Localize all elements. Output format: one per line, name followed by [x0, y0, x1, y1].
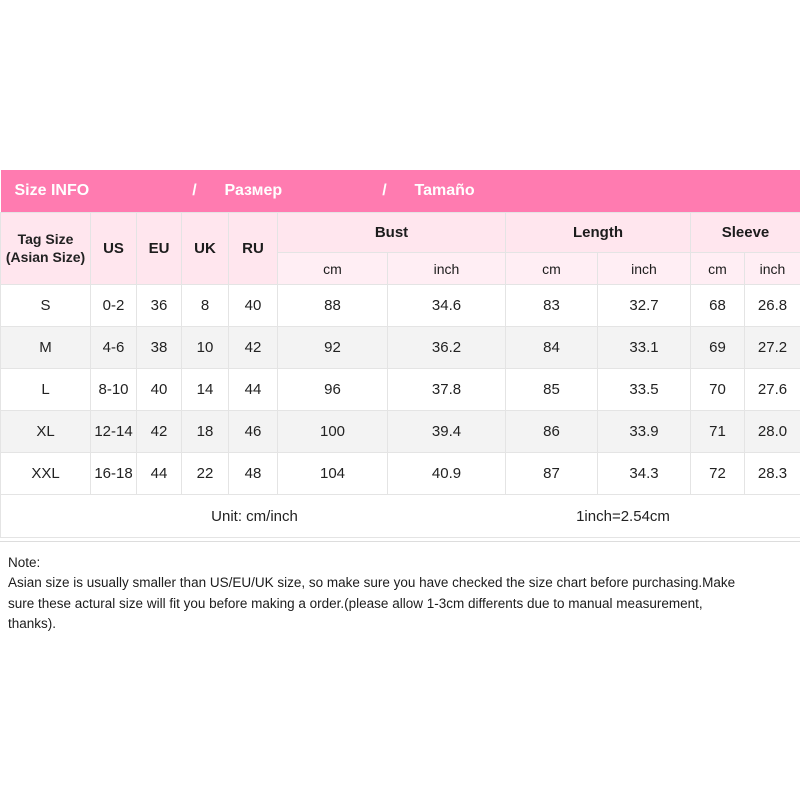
- cell-eu: 36: [137, 285, 182, 327]
- table-row: [1, 369, 800, 411]
- subheader-bust-inch: inch: [388, 253, 506, 285]
- cell-us: 12-14: [91, 411, 137, 453]
- note-body-line-2: sure these actural size will fit you before making a order.(please allow 1-3cm differents due to manual measurement,: [8, 595, 703, 611]
- cell-us: 0-2: [91, 285, 137, 327]
- subheader-length-inch: inch: [598, 253, 691, 285]
- cell-tag-size: XXL: [1, 453, 91, 495]
- cell-uk: 14: [182, 369, 229, 411]
- table-row: [1, 327, 800, 369]
- cell-eu: 40: [137, 369, 182, 411]
- banner-row: [1, 170, 800, 213]
- unit-conversion: 1inch=2.54cm: [576, 507, 670, 525]
- banner-title-es: Tamaño: [414, 182, 475, 199]
- cell-ru: 40: [229, 285, 278, 327]
- note-body-line-1: Asian size is usually smaller than US/EU/UK size, so make sure you have checked the size chart before purchasing.Make: [8, 575, 736, 591]
- cell-sleeve-inch: 28.3: [745, 453, 800, 495]
- note-heading: Note:: [8, 555, 41, 570]
- cell-length-inch: 32.7: [598, 285, 691, 327]
- cell-uk: 10: [182, 327, 229, 369]
- cell-sleeve-cm: 72: [691, 453, 745, 495]
- cell-eu: 42: [137, 411, 182, 453]
- banner-title-ru: Размер: [224, 182, 283, 199]
- note-block: [0, 545, 800, 634]
- size-table: [0, 170, 800, 538]
- cell-eu: 44: [137, 453, 182, 495]
- table-row: [1, 411, 800, 453]
- cell-length-inch: 33.1: [598, 327, 691, 369]
- cell-bust-cm: 104: [278, 453, 388, 495]
- subheader-sleeve-cm: cm: [691, 253, 745, 285]
- subheader-sleeve-inch: inch: [745, 253, 800, 285]
- cell-bust-inch: 36.2: [388, 327, 506, 369]
- cell-sleeve-inch: 26.8: [745, 285, 800, 327]
- header-bust: Bust: [278, 213, 506, 253]
- header-eu: EU: [137, 213, 182, 285]
- cell-length-cm: 84: [506, 327, 598, 369]
- banner-title-en: Size INFO: [14, 182, 90, 199]
- cell-sleeve-inch: 27.2: [745, 327, 800, 369]
- header-tag-size-line2: (Asian Size): [5, 248, 86, 265]
- table-row: [1, 285, 800, 327]
- header-sleeve: Sleeve: [691, 213, 800, 253]
- cell-sleeve-cm: 71: [691, 411, 745, 453]
- cell-tag-size: M: [1, 327, 91, 369]
- cell-bust-inch: 39.4: [388, 411, 506, 453]
- cell-bust-cm: 88: [278, 285, 388, 327]
- cell-sleeve-inch: 27.6: [745, 369, 800, 411]
- cell-ru: 48: [229, 453, 278, 495]
- cell-length-inch: 33.5: [598, 369, 691, 411]
- divider: [0, 541, 800, 542]
- cell-bust-inch: 40.9: [388, 453, 506, 495]
- header-group-row: [1, 213, 800, 253]
- unit-label: Unit: cm/inch: [211, 507, 298, 525]
- cell-length-inch: 33.9: [598, 411, 691, 453]
- subheader-length-cm: cm: [506, 253, 598, 285]
- table-row: [1, 453, 800, 495]
- cell-tag-size: S: [1, 285, 91, 327]
- banner-separator-1: /: [192, 182, 197, 199]
- header-uk: UK: [182, 213, 229, 285]
- header-tag-size-line1: Tag Size: [17, 231, 74, 247]
- cell-ru: 42: [229, 327, 278, 369]
- cell-us: 4-6: [91, 327, 137, 369]
- subheader-bust-cm: cm: [278, 253, 388, 285]
- cell-sleeve-cm: 69: [691, 327, 745, 369]
- cell-ru: 44: [229, 369, 278, 411]
- cell-length-inch: 34.3: [598, 453, 691, 495]
- header-length: Length: [506, 213, 691, 253]
- header-ru: RU: [229, 213, 278, 285]
- unit-row: [1, 495, 800, 538]
- cell-ru: 46: [229, 411, 278, 453]
- cell-sleeve-cm: 70: [691, 369, 745, 411]
- cell-us: 16-18: [91, 453, 137, 495]
- cell-length-cm: 85: [506, 369, 598, 411]
- cell-us: 8-10: [91, 369, 137, 411]
- header-us: US: [91, 213, 137, 285]
- cell-bust-inch: 34.6: [388, 285, 506, 327]
- cell-tag-size: L: [1, 369, 91, 411]
- cell-bust-cm: 92: [278, 327, 388, 369]
- cell-bust-inch: 37.8: [388, 369, 506, 411]
- cell-tag-size: XL: [1, 411, 91, 453]
- cell-length-cm: 87: [506, 453, 598, 495]
- cell-eu: 38: [137, 327, 182, 369]
- cell-bust-cm: 96: [278, 369, 388, 411]
- cell-length-cm: 83: [506, 285, 598, 327]
- unit-cell: [1, 495, 800, 538]
- note-body-line-3: thanks).: [8, 615, 57, 631]
- cell-length-cm: 86: [506, 411, 598, 453]
- cell-uk: 18: [182, 411, 229, 453]
- cell-uk: 22: [182, 453, 229, 495]
- banner-cell: [1, 170, 800, 213]
- cell-sleeve-cm: 68: [691, 285, 745, 327]
- banner-separator-2: /: [382, 182, 387, 199]
- size-chart: [0, 170, 800, 538]
- cell-bust-cm: 100: [278, 411, 388, 453]
- header-tag-size: [1, 213, 91, 285]
- cell-uk: 8: [182, 285, 229, 327]
- cell-sleeve-inch: 28.0: [745, 411, 800, 453]
